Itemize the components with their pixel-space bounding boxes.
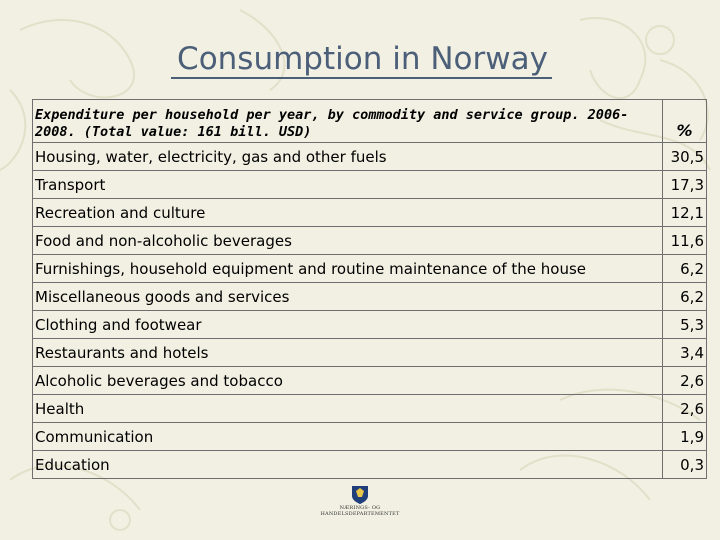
row-value: 6,2 [663,283,707,311]
table-row [33,367,707,395]
table-row [33,283,707,311]
ministry-logo [300,485,420,525]
row-value: 2,6 [663,367,707,395]
row-value: 6,2 [663,255,707,283]
row-label: Furnishings, household equipment and routine maintenance of the house [33,255,663,283]
row-value: 3,4 [663,339,707,367]
title-underline [171,77,552,79]
row-value: 17,3 [663,171,707,199]
row-label: Alcoholic beverages and tobacco [33,367,663,395]
table-row [33,199,707,227]
row-label: Restaurants and hotels [33,339,663,367]
row-label: Clothing and footwear [33,311,663,339]
expenditure-table [32,99,707,479]
row-value: 30,5 [663,143,707,171]
row-label: Education [33,451,663,479]
table-row [33,143,707,171]
table-header-unit: % [663,100,707,143]
table-row [33,451,707,479]
table-row [33,339,707,367]
row-value: 11,6 [663,227,707,255]
row-label: Housing, water, electricity, gas and other fuels [33,143,663,171]
table-row [33,227,707,255]
row-value: 2,6 [663,395,707,423]
row-value: 1,9 [663,423,707,451]
table-row [33,395,707,423]
norwegian-coat-of-arms-icon [300,485,420,505]
table-row [33,311,707,339]
table-header-row [33,100,707,143]
row-value: 5,3 [663,311,707,339]
row-label: Health [33,395,663,423]
page-title: Consumption in Norway [177,41,548,77]
row-label: Miscellaneous goods and services [33,283,663,311]
table-header-description: Expenditure per household per year, by commodity and service group. 2006-2008. (Total value: 161 bill. USD) [33,100,663,143]
row-value: 0,3 [663,451,707,479]
ministry-logo-text: NÆRINGS- OG HANDELSDEPARTEMENTET [320,505,400,517]
row-label: Food and non-alcoholic beverages [33,227,663,255]
row-value: 12,1 [663,199,707,227]
table-row [33,171,707,199]
table-row [33,423,707,451]
row-label: Communication [33,423,663,451]
table-body [33,143,707,479]
row-label: Recreation and culture [33,199,663,227]
row-label: Transport [33,171,663,199]
table-row [33,255,707,283]
